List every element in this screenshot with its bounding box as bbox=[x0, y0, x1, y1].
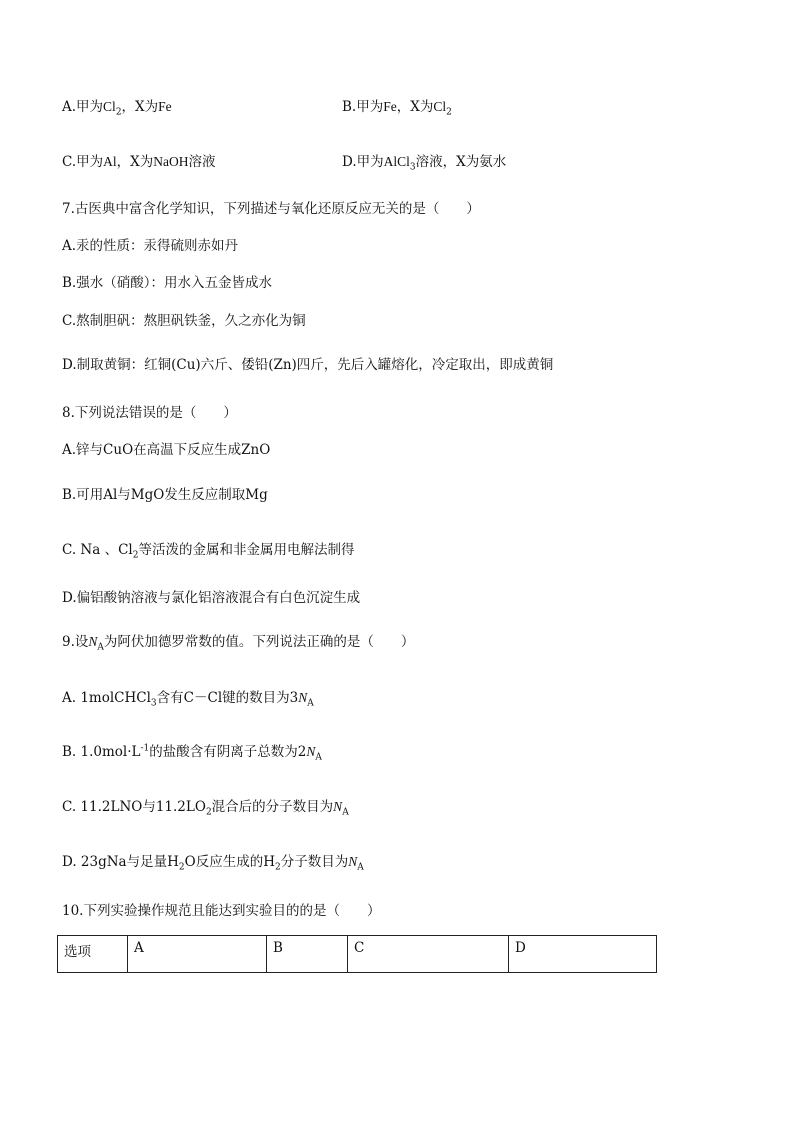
table-header-cell: D bbox=[509, 936, 657, 973]
q8-option-b: B.可用Al与MgO发生反应制取Mg bbox=[62, 487, 268, 503]
table-header-cell: 选项 bbox=[58, 936, 128, 973]
q10-options-table bbox=[57, 935, 657, 973]
q6-option-b: B.甲为Fe，X为$Cl_2$ bbox=[342, 99, 452, 118]
q6-option-a: A.甲为$Cl_2$，X为Fe bbox=[62, 99, 172, 118]
q8-option-d: D.偏铝酸钠溶液与氯化铝溶液混合有白色沉淀生成 bbox=[62, 590, 361, 606]
q10-stem: 10.下列实验操作规范且能达到实验目的的是（ ） bbox=[62, 903, 381, 919]
table-row bbox=[58, 936, 657, 973]
q8-option-c: C. Na 、$Cl_2$等活泼的金属和非金属用电解法制得 bbox=[62, 542, 355, 561]
q8-option-a: A.锌与CuO在高温下反应生成ZnO bbox=[62, 442, 271, 458]
q7-stem: 7.古医典中富含化学知识，下列描述与氧化还原反应无关的是（ ） bbox=[62, 201, 480, 217]
table-header-cell: A bbox=[128, 936, 267, 973]
q9-stem: 9.设$N_A$为阿伏加德罗常数的值。下列说法正确的是（ ） bbox=[62, 634, 415, 653]
q7-option-a: A.汞的性质：汞得硫则赤如丹 bbox=[62, 238, 239, 254]
q7-option-b: B.强水（硝酸）：用水入五金皆成水 bbox=[62, 275, 272, 291]
q7-option-c: C.熬制胆矾：熬胆矾铁釜，久之亦化为铜 bbox=[62, 313, 306, 329]
q9-option-d: D. 23gNa与足量$H_2O$反应生成的$H_2$分子数目为$N_A$ bbox=[62, 854, 364, 873]
table-header-cell: C bbox=[348, 936, 509, 973]
table-header-cell: B bbox=[267, 936, 348, 973]
q9-option-b: B. $1.0mol\cdot L^{-1}$的盐酸含有阴离子总数为$2N_A$ bbox=[62, 743, 322, 763]
q6-option-d: D.甲为AlCl$_3$溶液，X为氨水 bbox=[342, 154, 507, 173]
q8-stem: 8.下列说法错误的是（ ） bbox=[62, 405, 237, 421]
q9-option-a: A. 1molCHCl$_3$含有C－Cl键的数目为$3N_A$ bbox=[62, 690, 314, 709]
q6-option-c: C.甲为Al，X为NaOH溶液 bbox=[62, 154, 216, 170]
q7-option-d: D.制取黄铜：红铜(Cu)六斤、倭铅(Zn)四斤，先后入罐熔化，冷定取出，即成黄铜 bbox=[62, 357, 554, 373]
q9-option-c: C. 11.2LNO与$11.2LO_2$混合后的分子数目为$N_A$ bbox=[62, 799, 349, 818]
